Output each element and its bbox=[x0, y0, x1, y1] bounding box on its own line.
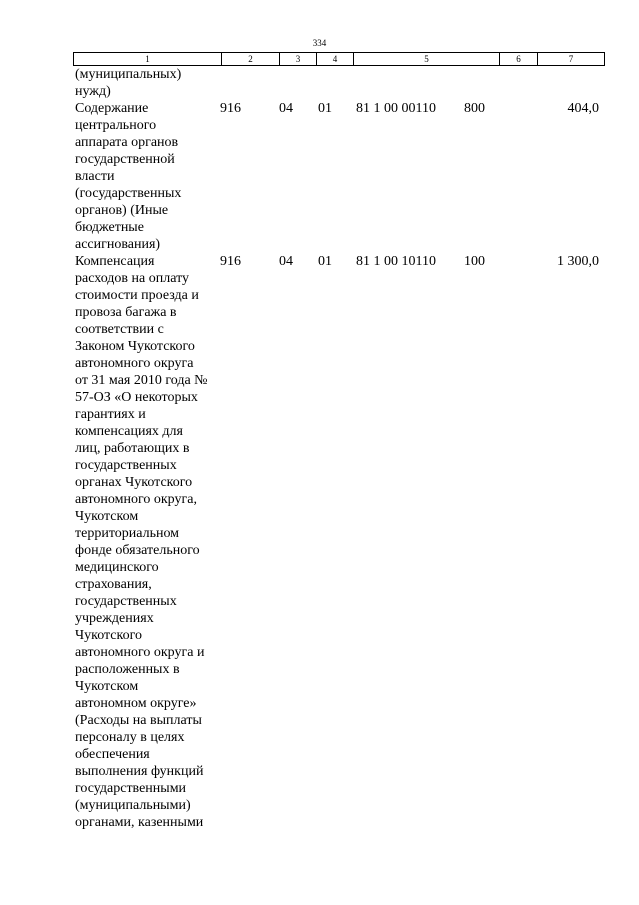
table-row bbox=[73, 66, 605, 100]
row-section-cell: 04 bbox=[279, 101, 293, 116]
column-header-3: 3 bbox=[279, 53, 316, 65]
table-row bbox=[73, 253, 605, 831]
row-amount-cell: 404,0 bbox=[567, 101, 599, 116]
page-number: 334 bbox=[312, 38, 327, 48]
row-section-cell: 04 bbox=[279, 254, 293, 269]
column-header-7: 7 bbox=[537, 53, 604, 65]
row-expense-type-cell: 800 bbox=[464, 101, 485, 116]
row-name-cell: (муниципальных) нужд) bbox=[75, 67, 182, 99]
row-name-cell: Содержание центрального аппарата органов государственной власти (государственных органов) (Иные бюджетные ассигнования) bbox=[75, 101, 182, 252]
table-row bbox=[73, 100, 605, 253]
table-body bbox=[73, 66, 605, 831]
row-expense-type-cell: 100 bbox=[464, 254, 485, 269]
column-header-4: 4 bbox=[316, 53, 353, 65]
row-code-cell: 916 bbox=[220, 254, 241, 269]
row-target-cell: 81 1 00 10110 bbox=[356, 254, 436, 269]
row-target-cell: 81 1 00 00110 bbox=[356, 101, 436, 116]
column-header-2: 2 bbox=[221, 53, 279, 65]
row-amount-cell: 1 300,0 bbox=[557, 254, 599, 269]
column-header-5: 5 bbox=[353, 53, 499, 65]
table-header-row bbox=[73, 52, 605, 66]
row-name-cell: Компенсация расходов на оплату стоимости проезда и провоза багажа в соответствии с Законом Чукотского автономного округа от 31 мая 2010 года № 57-ОЗ «О некоторых гарантиях и компенсациях для лиц, работающих в государственных органах Чукотского автономного округа, Чукотском территориальном фонде обязательного медицинского страхования, государственных учреждениях Чукотского автономного округа и расположенных в Чукотском автономном округе» (Расходы на выплаты персоналу в целях обеспечения выполнения функций государственными (муниципальными) органами, казенными bbox=[75, 254, 208, 830]
column-header-1: 1 bbox=[145, 54, 150, 64]
column-header-6: 6 bbox=[499, 53, 537, 65]
row-subsection-cell: 01 bbox=[318, 254, 332, 269]
row-code-cell: 916 bbox=[220, 101, 241, 116]
row-subsection-cell: 01 bbox=[318, 101, 332, 116]
